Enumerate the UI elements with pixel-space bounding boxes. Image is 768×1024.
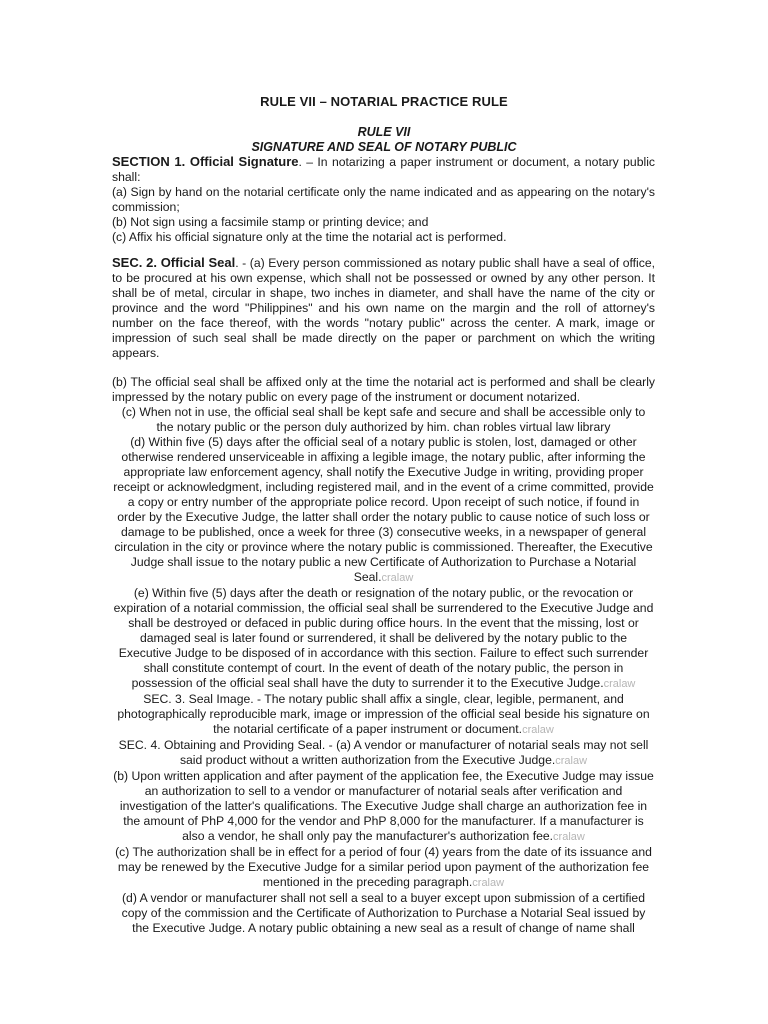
section-3 (112, 692, 655, 738)
section-2-item-e-text: (e) Within five (5) days after the death or resignation of the notary public, or the revocation or expiration of a notarial commission, the official seal shall be surrendered to the Executive Judge and shall be destroyed or defaced in public during office hours. In the event that the missing, lost or damaged seal is later found or surrendered, it shall be delivered by the notary public to the Executive Judge to be disposed of in accordance with this section. Failure to effect such surrender shall constitute contempt of court. In the event of death of the notary public, the person in possession of the official seal shall have the duty to surrender it to the Executive Judge. (113, 586, 654, 690)
section-4-item-d: (d) A vendor or manufacturer shall not sell a seal to a buyer except upon submission of a certified copy of the commission and the Certificate of Authorization to Purchase a Notarial Seal issued by the Executive Judge. A notary public obtaining a new seal as a result of change of name shall (121, 891, 646, 935)
document-title: RULE VII – NOTARIAL PRACTICE RULE (260, 94, 508, 109)
section-4-item-a-text: SEC. 4. Obtaining and Providing Seal. - (a) A vendor or manufacturer of notarial seals may not sell said product without a written authorization from the Executive Judge. (118, 738, 649, 767)
section-1 (112, 154, 655, 245)
cralaw-tag: cralaw (603, 678, 636, 690)
section-2-heading: SEC. 2. Official Seal (112, 255, 236, 270)
cralaw-tag: cralaw (555, 755, 588, 767)
section-1-intro (112, 154, 655, 185)
section-4-item-a (112, 738, 655, 769)
cralaw-tag: cralaw (381, 572, 414, 584)
section-2-item-c: (c) When not in use, the official seal shall be kept safe and secure and shall be accessible only to the notary public or the person duly authorized by him. chan robles virtual law library (121, 405, 646, 434)
section-1-heading: SECTION 1. Official Signature (112, 154, 299, 169)
section-2-continued (112, 375, 655, 936)
section-2-item-d-text: (d) Within five (5) days after the official seal of a notary public is stolen, lost, damaged or other otherwise rendered unserviceable in affixing a legible image, the notary public, after informing the appropriate law enforcement agency, shall notify the Executive Judge in writing, providing proper receipt or acknowledgment, including registered mail, and in the event of a crime committed, provide a copy or entry number of the appropriate police record. Upon receipt of such notice, if found in order by the Executive Judge, the latter shall order the notary public to cause notice of such loss or damage to be published, once a week for three (3) consecutive weeks, in a newspaper of general circulation in the city or province where the notary public is commissioned. Thereafter, the Executive Judge shall issue to the notary public a new Certificate of Authorization to Purchase a Notarial Seal. (113, 435, 654, 584)
cralaw-tag: cralaw (522, 724, 554, 736)
rule-heading-line1: RULE VII (357, 125, 411, 139)
section-2-item-a-text: . - (a) Every person commissioned as notary public shall have a seal of office, to be procured at his own expense, which shall not be possessed or owned by any other person. It shall be of metal, circular in shape, two inches in diameter, and shall have the name of the city or province and the word "Philippines" and his own name on the margin and the roll of attorney's number on the face thereof, with the words "notary public" across the center. A mark, image or impression of such seal shall be made directly on the paper or parchment on which the writing appears. (112, 256, 656, 360)
section-4-item-c-text: (c) The authorization shall be in effect for a period of four (4) years from the date of its issuance and may be renewed by the Executive Judge for a similar period upon payment of the authorization fee mentioned in the preceding paragraph. (115, 845, 652, 889)
rule-heading-line2: SIGNATURE AND SEAL OF NOTARY PUBLIC (251, 140, 517, 154)
section-2-item-d (112, 435, 655, 586)
section-2-item-a (112, 255, 655, 361)
section-4-item-c (112, 845, 655, 891)
section-2 (112, 255, 655, 361)
section-4-item-b (112, 769, 655, 845)
section-4-item-b-text: (b) Upon written application and after payment of the application fee, the Executive Judge may issue an authorization to sell to a vendor or manufacturer of notarial seals after verification and investigation of the latter's qualifications. The Executive Judge shall charge an authorization fee in the amount of PhP 4,000 for the vendor and PhP 8,000 for the manufacturer. If a manufacturer is also a vendor, he shall only pay the manufacturer's authorization fee. (113, 769, 654, 843)
section-1-item-a: (a) Sign by hand on the notarial certificate only the name indicated and as appearing on the notary's commission; (112, 185, 655, 214)
cralaw-tag: cralaw (472, 877, 505, 889)
section-2-item-b: (b) The official seal shall be affixed only at the time the notarial act is performed and shall be clearly impressed by the notary public on every page of the instrument or document notarized. (112, 375, 655, 404)
section-2-item-e (112, 586, 655, 692)
section-3-text: SEC. 3. Seal Image. - The notary public shall affix a single, clear, legible, permanent, and photographically reproducible mark, image or impression of the official seal beside his signature on the notarial certificate of a paper instrument or document. (117, 692, 650, 736)
section-1-item-c: (c) Affix his official signature only at the time the notarial act is performed. (112, 230, 507, 244)
section-1-intro-text: . – In notarizing a paper instrument or document, a notary public shall: (112, 155, 655, 184)
section-1-item-b: (b) Not sign using a facsimile stamp or printing device; and (112, 215, 429, 229)
cralaw-tag: cralaw (553, 831, 585, 843)
rule-heading (0, 125, 768, 155)
